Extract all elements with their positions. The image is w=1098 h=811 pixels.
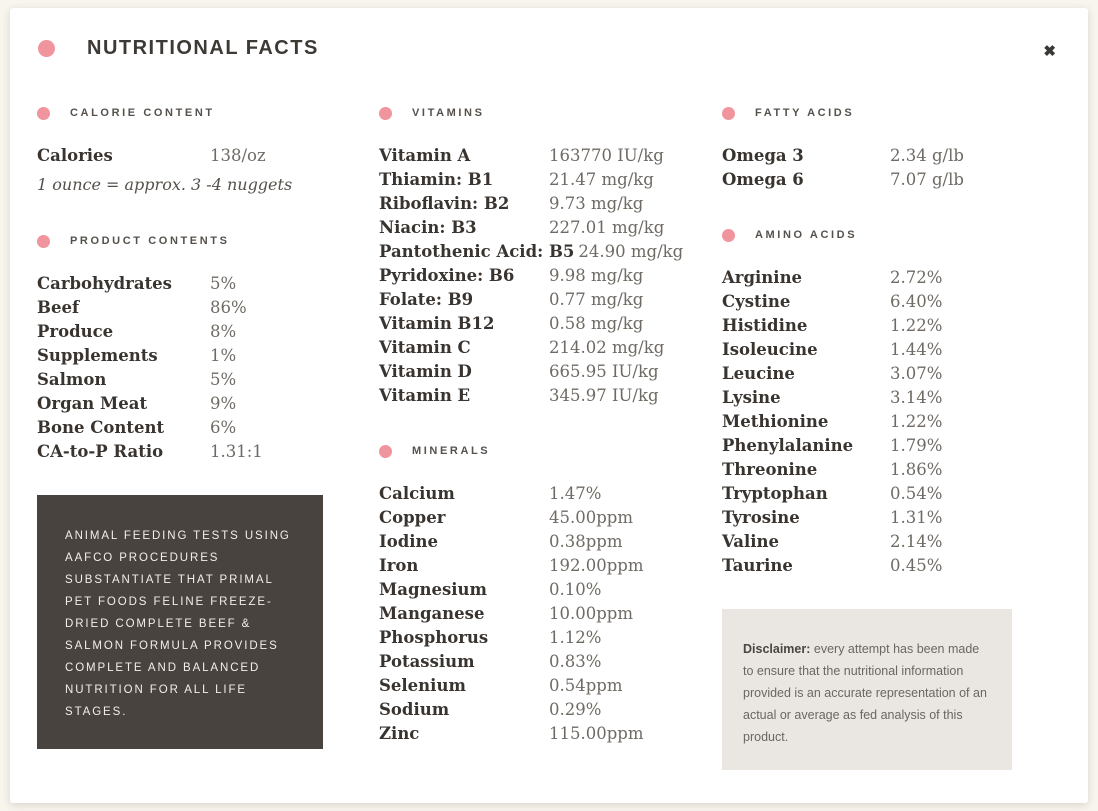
row-value: 8% <box>210 321 237 341</box>
row-label: Carbohydrates <box>37 273 172 293</box>
accent-dot-icon <box>379 107 392 120</box>
row-label: Leucine <box>722 363 795 383</box>
row-value: 3.07% <box>890 363 943 383</box>
row-label: Vitamin A <box>379 145 471 165</box>
table-row <box>379 167 722 191</box>
row-label: Vitamin C <box>379 337 471 357</box>
row-value: 1.22% <box>890 315 943 335</box>
accent-dot-icon <box>37 107 50 120</box>
table-row <box>722 481 1072 505</box>
row-label: Manganese <box>379 603 485 623</box>
row-value: 1.47% <box>549 483 602 503</box>
row-label: Cystine <box>722 291 791 311</box>
row-label: Salmon <box>37 369 107 389</box>
disclaimer-label: Disclaimer: <box>743 642 811 656</box>
section-heading-amino-acids <box>722 227 1072 243</box>
row-value: 227.01 mg/kg <box>549 217 665 237</box>
row-value: 1.31% <box>890 507 943 527</box>
product-contents-rows <box>37 271 379 463</box>
row-value: 9% <box>210 393 237 413</box>
row-value: 24.90 mg/kg <box>578 241 684 261</box>
section-heading-label: AMINO ACIDS <box>755 229 858 241</box>
row-value: 0.10% <box>549 579 602 599</box>
table-row <box>379 143 722 167</box>
section-heading-calorie-content <box>37 105 379 121</box>
row-value: 345.97 IU/kg <box>549 385 659 405</box>
row-label: Calories <box>37 145 113 165</box>
row-value: 115.00ppm <box>549 723 644 743</box>
calorie-content-rows <box>37 143 379 167</box>
column-right <box>722 105 1072 770</box>
table-row <box>37 295 379 319</box>
row-value: 214.02 mg/kg <box>549 337 665 357</box>
table-row <box>379 191 722 215</box>
table-row <box>37 343 379 367</box>
row-label: Isoleucine <box>722 339 818 359</box>
accent-dot-icon <box>722 107 735 120</box>
aafco-statement-box: ANIMAL FEEDING TESTS USING AAFCO PROCEDURES SUBSTANTIATE THAT PRIMAL PET FOODS FELINE FREEZE-DRIED COMPLETE BEEF & SALMON FORMULA PROVIDES COMPLETE AND BALANCED NUTRITION FOR ALL LIFE STAGES. <box>37 495 323 749</box>
column-middle <box>379 105 722 770</box>
table-row <box>379 311 722 335</box>
section-heading-product-contents <box>37 233 379 249</box>
row-label: Vitamin D <box>379 361 472 381</box>
minerals-rows <box>379 481 722 745</box>
table-row <box>379 335 722 359</box>
row-value: 1.79% <box>890 435 943 455</box>
table-row <box>37 439 379 463</box>
section-heading-label: MINERALS <box>412 445 491 457</box>
close-icon[interactable]: ✖ <box>1043 43 1056 60</box>
table-row <box>379 215 722 239</box>
row-value: 1% <box>210 345 237 365</box>
table-row <box>722 553 1072 577</box>
row-value: 0.29% <box>549 699 602 719</box>
table-row <box>722 289 1072 313</box>
table-row <box>37 319 379 343</box>
row-label: Tryptophan <box>722 483 828 503</box>
table-row <box>722 385 1072 409</box>
row-label: Pyridoxine: B6 <box>379 265 515 285</box>
row-label: Sodium <box>379 699 450 719</box>
serving-note: 1 ounce = approx. 3 -4 nuggets <box>37 174 293 194</box>
nutritional-facts-panel <box>10 8 1088 803</box>
section-heading-label: FATTY ACIDS <box>755 107 855 119</box>
table-row <box>379 553 722 577</box>
row-value: 0.83% <box>549 651 602 671</box>
content-grid <box>37 105 1072 770</box>
accent-dot-icon <box>379 445 392 458</box>
row-value: 192.00ppm <box>549 555 644 575</box>
row-value: 45.00ppm <box>549 507 634 527</box>
section-heading-label: PRODUCT CONTENTS <box>70 235 230 247</box>
row-label: Beef <box>37 297 80 317</box>
row-label: Thiamin: B1 <box>379 169 494 189</box>
row-value: 9.73 mg/kg <box>549 193 644 213</box>
row-label: Omega 3 <box>722 145 804 165</box>
row-label: Produce <box>37 321 114 341</box>
row-label: Potassium <box>379 651 475 671</box>
row-label: Copper <box>379 507 446 527</box>
row-label: Bone Content <box>37 417 165 437</box>
disclaimer-box <box>722 609 1012 770</box>
row-label: Tyrosine <box>722 507 800 527</box>
table-row <box>722 361 1072 385</box>
table-row <box>722 167 1072 191</box>
row-label: Vitamin E <box>379 385 471 405</box>
section-heading-label: CALORIE CONTENT <box>70 107 215 119</box>
table-row <box>37 367 379 391</box>
row-label: Riboflavin: B2 <box>379 193 510 213</box>
table-row <box>379 359 722 383</box>
table-row <box>722 433 1072 457</box>
row-value: 21.47 mg/kg <box>549 169 654 189</box>
row-label: Selenium <box>379 675 466 695</box>
table-row <box>379 577 722 601</box>
row-label: Histidine <box>722 315 808 335</box>
row-value: 6% <box>210 417 237 437</box>
table-row <box>379 673 722 697</box>
table-row <box>379 239 722 263</box>
amino-acids-rows <box>722 265 1072 577</box>
page-title: NUTRITIONAL FACTS <box>87 36 319 59</box>
row-value: 163770 IU/kg <box>549 145 664 165</box>
row-value: 3.14% <box>890 387 943 407</box>
table-row <box>722 265 1072 289</box>
row-label: Pantothenic Acid: B5 <box>379 241 575 261</box>
section-heading-minerals <box>379 443 722 459</box>
table-row <box>722 409 1072 433</box>
row-value: 9.98 mg/kg <box>549 265 644 285</box>
column-left <box>37 105 379 770</box>
row-label: Lysine <box>722 387 781 407</box>
row-value: 2.34 g/lb <box>890 145 964 165</box>
row-label: Niacin: B3 <box>379 217 477 237</box>
row-value: 665.95 IU/kg <box>549 361 659 381</box>
row-label: Taurine <box>722 555 793 575</box>
accent-dot-icon <box>37 235 50 248</box>
row-value: 0.54% <box>890 483 943 503</box>
row-label: Zinc <box>379 723 420 743</box>
table-row <box>379 721 722 745</box>
table-row <box>379 601 722 625</box>
row-value: 7.07 g/lb <box>890 169 964 189</box>
row-value: 10.00ppm <box>549 603 634 623</box>
row-value: 1.12% <box>549 627 602 647</box>
table-row <box>379 649 722 673</box>
row-label: CA-to-P Ratio <box>37 441 164 461</box>
section-heading-fatty-acids <box>722 105 1072 121</box>
row-value: 138/oz <box>210 145 266 165</box>
table-row <box>722 505 1072 529</box>
panel-header <box>37 36 1072 60</box>
row-value: 2.14% <box>890 531 943 551</box>
disclaimer-text: every attempt has been made to ensure that the nutritional information provided is an accurate representation of an actual or average as fed analysis of this product. <box>743 642 987 744</box>
row-label: Arginine <box>722 267 803 287</box>
row-value: 0.58 mg/kg <box>549 313 644 333</box>
row-value: 0.38ppm <box>549 531 623 551</box>
row-value: 86% <box>210 297 247 317</box>
row-label: Omega 6 <box>722 169 804 189</box>
table-row <box>37 271 379 295</box>
accent-dot-icon <box>38 40 55 57</box>
table-row <box>722 337 1072 361</box>
row-value: 2.72% <box>890 267 943 287</box>
row-label: Vitamin B12 <box>379 313 495 333</box>
table-row <box>379 263 722 287</box>
section-heading-label: VITAMINS <box>412 107 485 119</box>
fatty-acids-rows <box>722 143 1072 191</box>
table-row <box>37 415 379 439</box>
table-row <box>722 313 1072 337</box>
row-label: Supplements <box>37 345 158 365</box>
section-heading-vitamins <box>379 105 722 121</box>
row-label: Phosphorus <box>379 627 489 647</box>
table-row <box>722 457 1072 481</box>
row-value: 1.44% <box>890 339 943 359</box>
row-value: 5% <box>210 273 237 293</box>
table-row <box>379 625 722 649</box>
row-label: Iodine <box>379 531 439 551</box>
row-label: Phenylalanine <box>722 435 854 455</box>
row-value: 6.40% <box>890 291 943 311</box>
table-row <box>379 505 722 529</box>
accent-dot-icon <box>722 229 735 242</box>
table-row <box>379 481 722 505</box>
row-value: 0.45% <box>890 555 943 575</box>
table-row <box>379 287 722 311</box>
row-label: Methionine <box>722 411 829 431</box>
row-value: 0.77 mg/kg <box>549 289 644 309</box>
row-label: Iron <box>379 555 419 575</box>
row-label: Organ Meat <box>37 393 148 413</box>
table-row <box>37 391 379 415</box>
table-row <box>379 697 722 721</box>
row-label: Threonine <box>722 459 818 479</box>
row-label: Calcium <box>379 483 455 503</box>
row-value: 5% <box>210 369 237 389</box>
table-row <box>722 143 1072 167</box>
row-value: 1.22% <box>890 411 943 431</box>
row-label: Magnesium <box>379 579 487 599</box>
row-label: Valine <box>722 531 780 551</box>
row-label: Folate: B9 <box>379 289 474 309</box>
row-value: 0.54ppm <box>549 675 623 695</box>
row-value: 1.86% <box>890 459 943 479</box>
vitamins-rows <box>379 143 722 407</box>
table-row <box>722 529 1072 553</box>
table-row <box>37 143 379 167</box>
row-value: 1.31:1 <box>210 441 263 461</box>
table-row <box>379 529 722 553</box>
table-row <box>379 383 722 407</box>
